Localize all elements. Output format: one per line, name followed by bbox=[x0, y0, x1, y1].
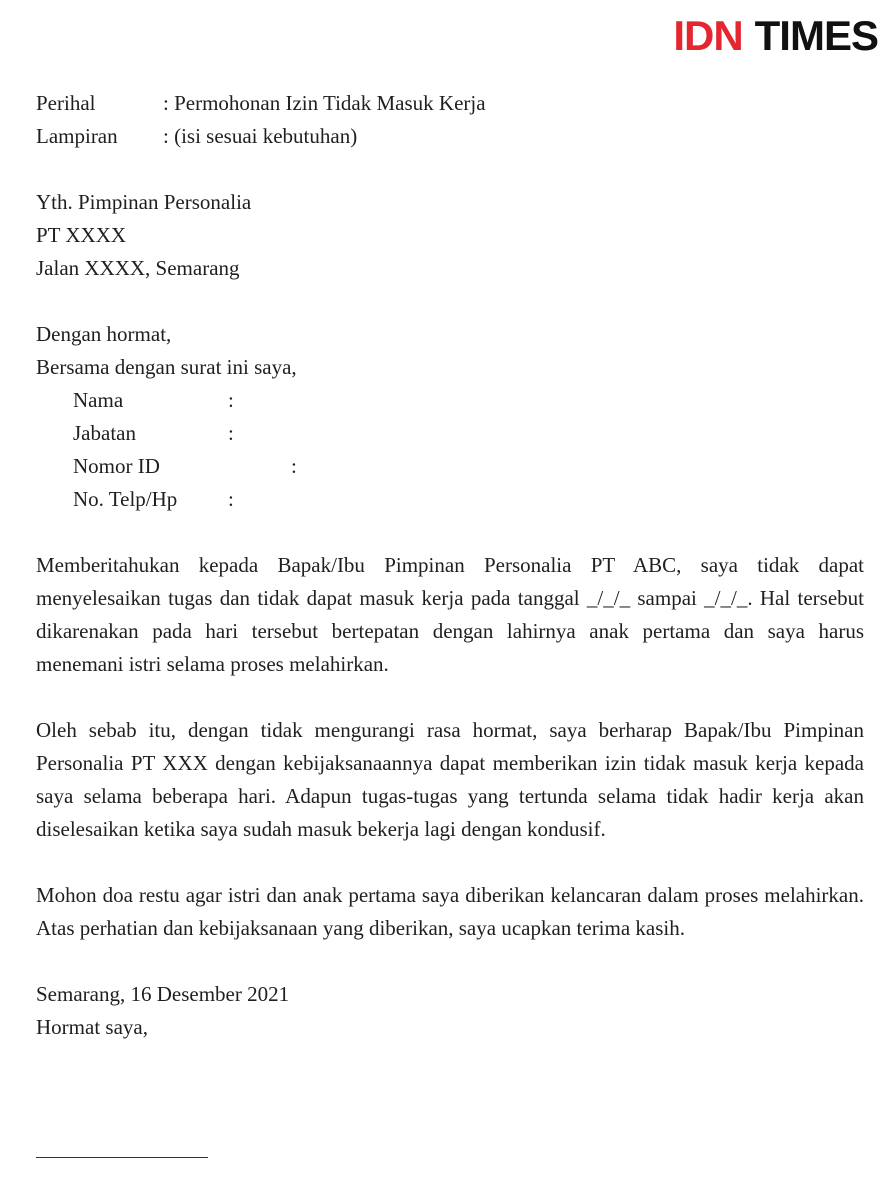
field-row-telp bbox=[73, 483, 864, 516]
paragraph-2: Oleh sebab itu, dengan tidak mengurangi rasa hormat, saya berharap Bapak/Ibu Pimpinan Personalia PT XXX dengan kebijaksanaannya dapat memberikan izin tidak masuk kerja kepada saya selama beberapa hari. Adapun tugas-tugas yang tertunda selama tidak hadir kerja akan diselesaikan ketika saya sudah masuk bekerja lagi dengan kondusif. bbox=[36, 718, 864, 841]
field-label-nama: Nama bbox=[73, 388, 124, 412]
lampiran-value: : (isi sesuai kebutuhan) bbox=[163, 124, 358, 148]
greeting: Dengan hormat, bbox=[36, 322, 172, 346]
field-row-nomor-id bbox=[73, 450, 864, 483]
recipient-block bbox=[36, 186, 864, 285]
identity-fields bbox=[73, 384, 864, 516]
place-date: Semarang, 16 Desember 2021 bbox=[36, 982, 290, 1006]
lampiran-label: Lampiran bbox=[36, 124, 118, 148]
field-row-nama bbox=[73, 384, 864, 417]
letter-body bbox=[36, 87, 864, 1044]
perihal-row bbox=[36, 87, 864, 120]
field-label-nomor-id: Nomor ID bbox=[73, 454, 160, 478]
recipient-line-3: Jalan XXXX, Semarang bbox=[36, 256, 240, 280]
idn-times-logo bbox=[673, 12, 878, 60]
field-colon-jabatan: : bbox=[228, 421, 234, 445]
paragraph-3: Mohon doa restu agar istri dan anak pertama saya diberikan kelancaran dalam proses melahirkan. Atas perhatian dan kebijaksanaan yang diberikan, saya ucapkan terima kasih. bbox=[36, 883, 864, 940]
field-colon-nomor-id: : bbox=[291, 454, 297, 478]
field-label-jabatan: Jabatan bbox=[73, 421, 136, 445]
signature-line bbox=[36, 1157, 208, 1158]
paragraph-1: Memberitahukan kepada Bapak/Ibu Pimpinan Personalia PT ABC, saya tidak dapat menyelesaikan tugas dan tidak dapat masuk kerja pada tanggal _/_/_ sampai _/_/_. Hal tersebut dikarenakan pada hari tersebut bertepatan dengan lahirnya anak pertama dan saya harus menemani istri selama proses melahirkan. bbox=[36, 553, 864, 676]
recipient-line-2: PT XXXX bbox=[36, 223, 127, 247]
lampiran-row bbox=[36, 120, 864, 153]
closing-salutation: Hormat saya, bbox=[36, 1015, 148, 1039]
field-label-telp: No. Telp/Hp bbox=[73, 487, 178, 511]
logo-idn-text: IDN bbox=[673, 12, 743, 59]
recipient-line-1: Yth. Pimpinan Personalia bbox=[36, 190, 252, 214]
perihal-value: : Permohonan Izin Tidak Masuk Kerja bbox=[163, 91, 486, 115]
logo-times-text: TIMES bbox=[754, 12, 878, 59]
perihal-label: Perihal bbox=[36, 91, 96, 115]
field-colon-telp: : bbox=[228, 487, 234, 511]
intro-line: Bersama dengan surat ini saya, bbox=[36, 355, 297, 379]
field-row-jabatan bbox=[73, 417, 864, 450]
field-colon-nama: : bbox=[228, 388, 234, 412]
